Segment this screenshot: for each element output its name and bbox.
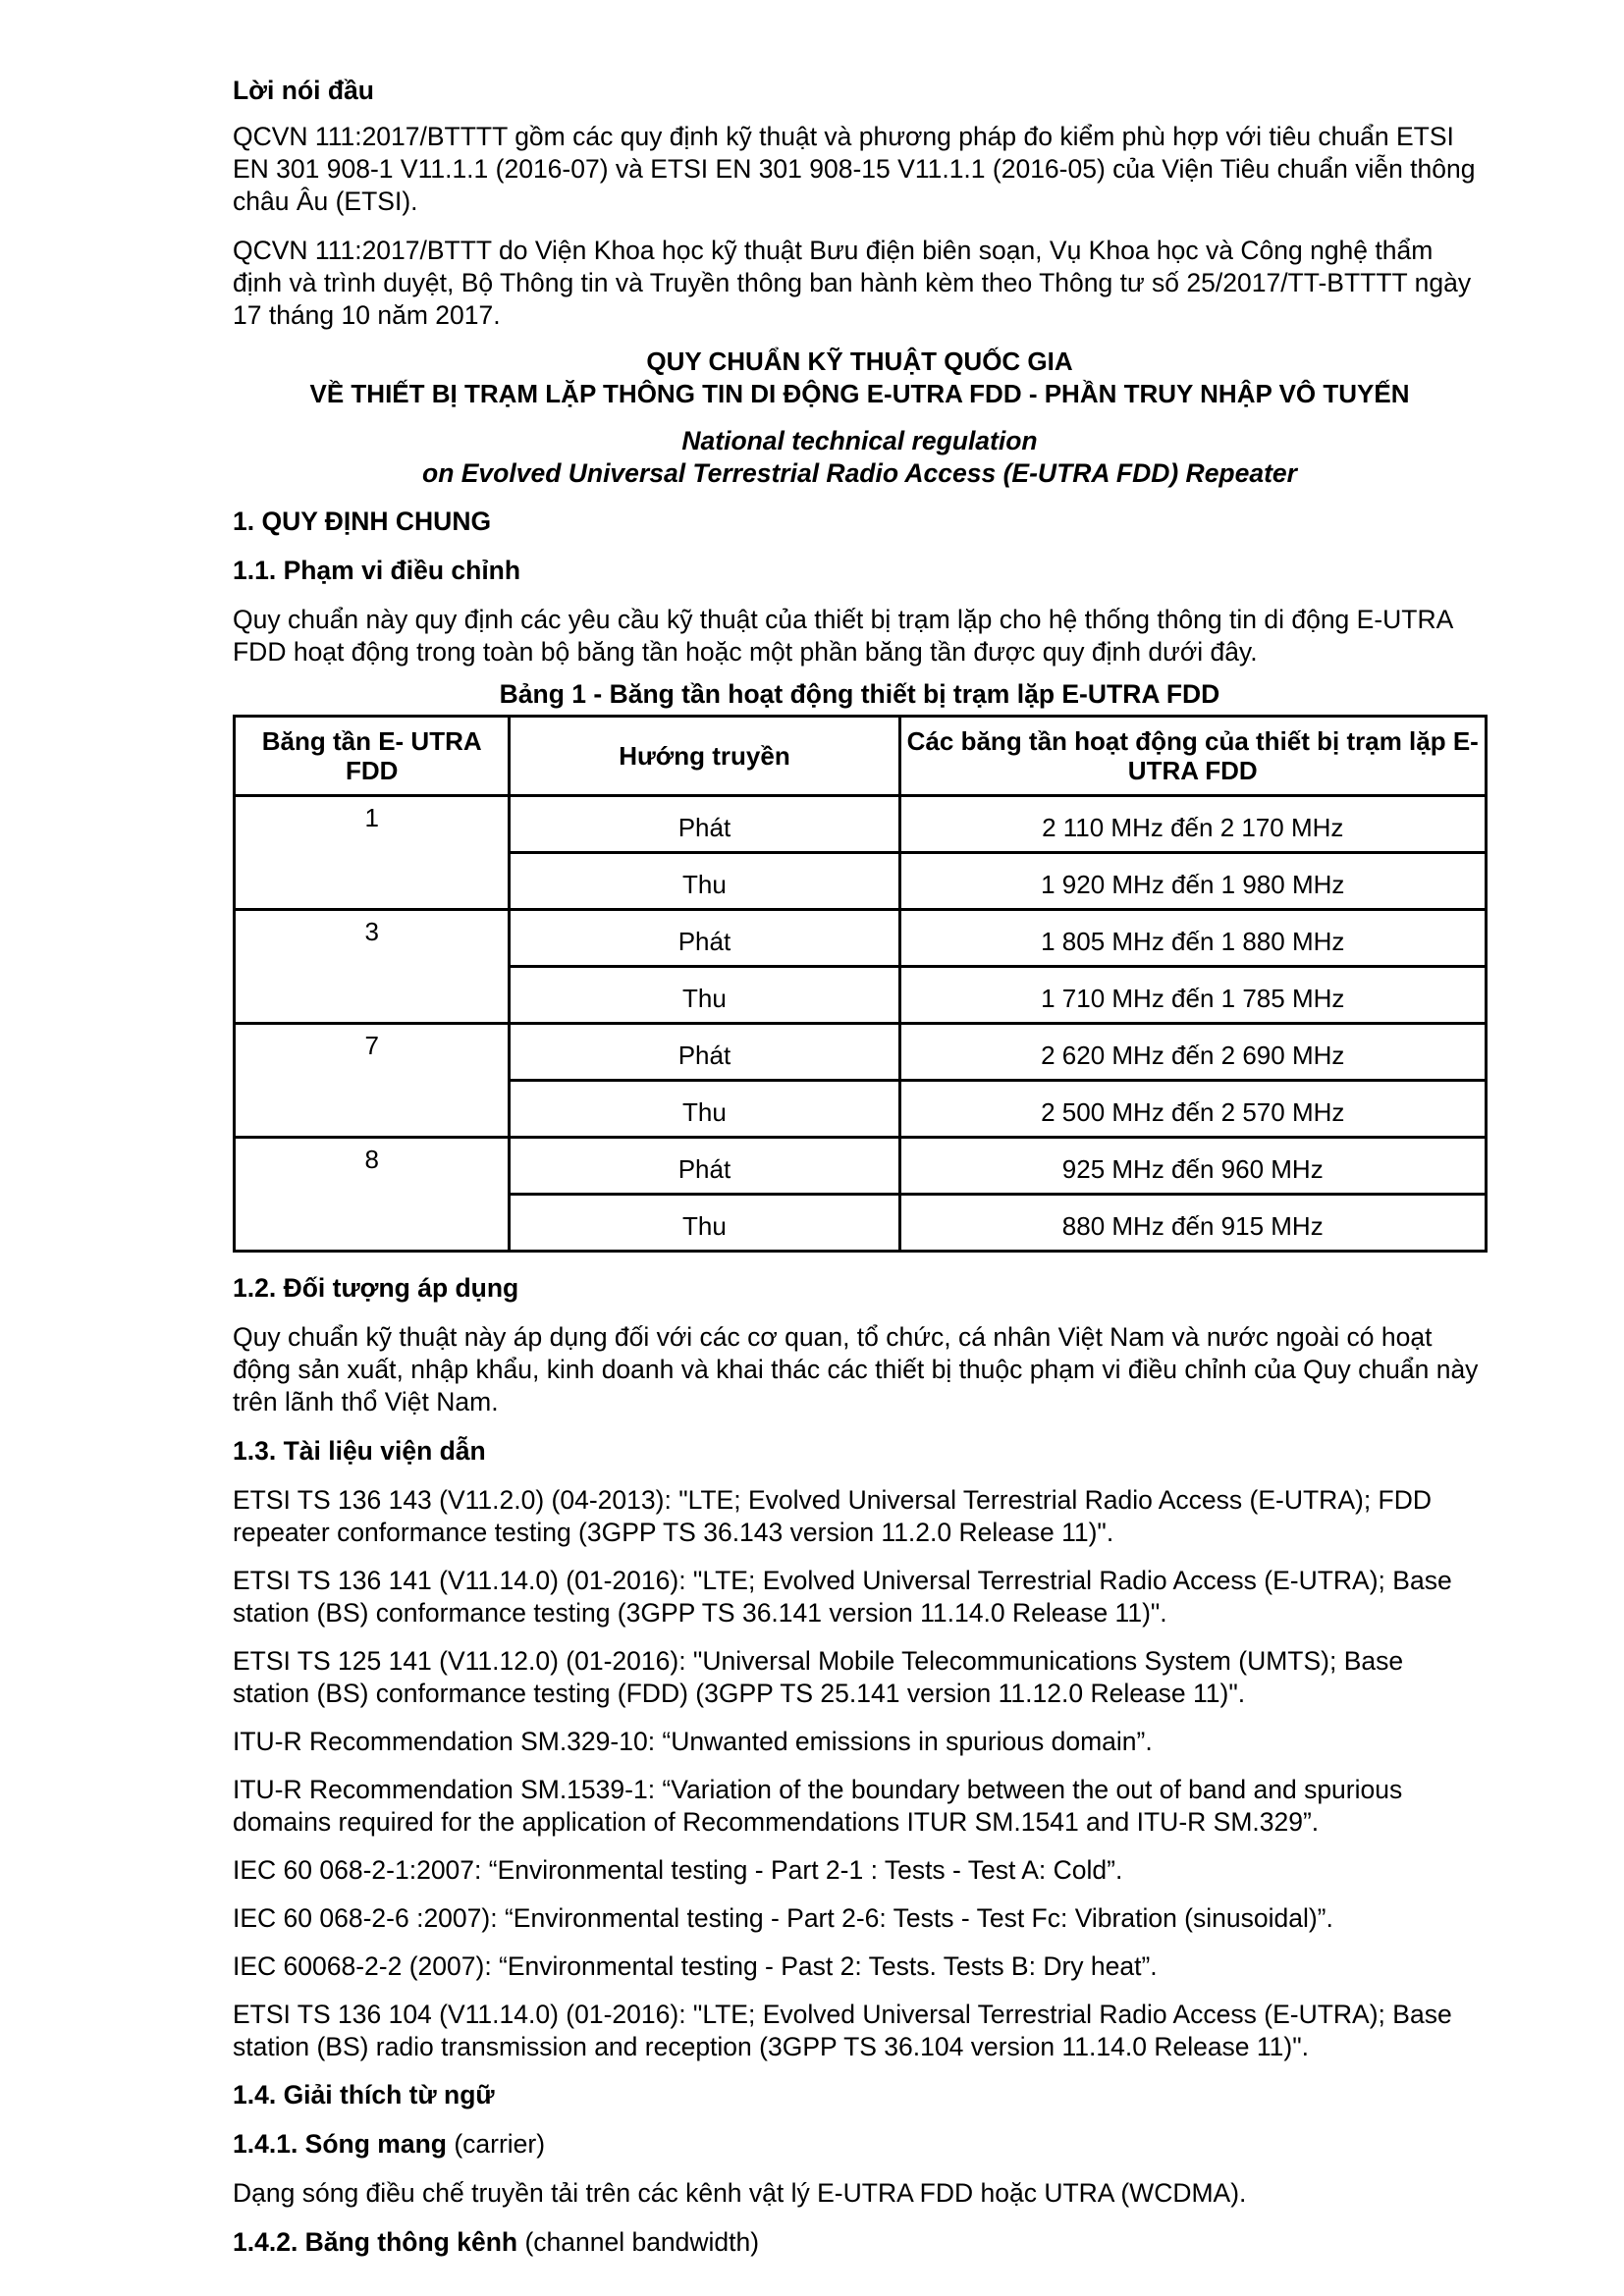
section-1-heading: 1. QUY ĐỊNH CHUNG	[233, 507, 492, 536]
header-direction: Hướng truyền	[510, 717, 899, 796]
table-header-row	[235, 717, 1487, 796]
frequency-cell: 1 805 MHz đến 1 880 MHz	[899, 910, 1486, 967]
frequency-cell: 1 710 MHz đến 1 785 MHz	[899, 967, 1486, 1024]
section-1-2-heading: 1.2. Đối tượng áp dụng	[233, 1273, 519, 1303]
section-1-4-heading: 1.4. Giải thích từ ngữ	[233, 2080, 495, 2109]
section-1-2-text: Quy chuẩn kỹ thuật này áp dụng đối với các cơ quan, tổ chức, cá nhân Việt Nam và nước ngoài có hoạt động sản xuất, nhập khẩu, kinh doanh và khai thác các thiết bị thuộc phạm vi điều chỉnh của Quy chuẩn này trên lãnh thổ Việt Nam.	[233, 1322, 1479, 1416]
foreword-heading: Lời nói đầu	[233, 76, 374, 105]
section-1-1-heading: 1.1. Phạm vi điều chỉnh	[233, 556, 521, 585]
band-number: 1	[235, 796, 510, 910]
section-1-4-1-term: 1.4.1. Sóng mang	[233, 2129, 447, 2159]
frequency-cell: 2 620 MHz đến 2 690 MHz	[899, 1024, 1486, 1081]
reference-item: ETSI TS 136 104 (V11.14.0) (01-2016): "LTE; Evolved Universal Terrestrial Radio Access (E-UTRA); Base station (BS) radio transmission and reception (3GPP TS 36.104 version 11.14.0 Release 11)".	[233, 2000, 1452, 2061]
reference-item: ETSI TS 125 141 (V11.12.0) (01-2016): "Universal Mobile Telecommunications System (UMTS); Base station (BS) conformance testing (FDD) (3GPP TS 25.141 version 11.12.0 Release 11)".	[233, 1646, 1404, 1708]
direction-cell: Thu	[510, 853, 899, 910]
section-1-4-1-text: Dạng sóng điều chế truyền tải trên các kênh vật lý E-UTRA FDD hoặc UTRA (WCDMA).	[233, 2178, 1247, 2208]
table-row	[235, 1138, 1487, 1195]
header-band: Băng tần E- UTRA FDD	[235, 717, 510, 796]
table-row	[235, 910, 1487, 967]
reference-item: ITU-R Recommendation SM.329-10: “Unwanted emissions in spurious domain”.	[233, 1727, 1153, 1756]
reference-item: IEC 60 068-2-1:2007: “Environmental testing - Part 2-1 : Tests - Test A: Cold”.	[233, 1855, 1123, 1885]
section-1-1-text: Quy chuẩn này quy định các yêu cầu kỹ thuật của thiết bị trạm lặp cho hệ thống thông tin di động E-UTRA FDD hoạt động trong toàn bộ băng tần hoặc một phần băng tần được quy định dưới đây.	[233, 605, 1452, 667]
frequency-cell: 2 110 MHz đến 2 170 MHz	[899, 796, 1486, 853]
reference-item: ITU-R Recommendation SM.1539-1: “Variation of the boundary between the out of band and spurious domains required for the application of Recommendations ITUR SM.1541 and ITU-R SM.329”.	[233, 1775, 1403, 1837]
table-row	[235, 796, 1487, 853]
table-caption: Bảng 1 - Băng tần hoạt động thiết bị trạm lặp E-UTRA FDD	[499, 679, 1220, 709]
direction-cell: Thu	[510, 1081, 899, 1138]
direction-cell: Phát	[510, 796, 899, 853]
frequency-cell: 2 500 MHz đến 2 570 MHz	[899, 1081, 1486, 1138]
reference-item: ETSI TS 136 141 (V11.14.0) (01-2016): "LTE; Evolved Universal Terrestrial Radio Access (E-UTRA); Base station (BS) conformance testing (3GPP TS 36.141 version 11.14.0 Release 11)".	[233, 1566, 1452, 1628]
band-number: 3	[235, 910, 510, 1024]
frequency-cell: 880 MHz đến 915 MHz	[899, 1195, 1486, 1252]
foreword-para-2: QCVN 111:2017/BTTT do Viện Khoa học kỹ thuật Bưu điện biên soạn, Vụ Khoa học và Công nghệ thẩm định và trình duyệt, Bộ Thông tin và Truyền thông ban hành kèm theo Thông tư số 25/2017/TT-BTTTT ngày 17 tháng 10 năm 2017.	[233, 236, 1472, 330]
section-1-4-1-term-en: (carrier)	[446, 2129, 546, 2159]
frequency-cell: 1 920 MHz đến 1 980 MHz	[899, 853, 1486, 910]
frequency-cell: 925 MHz đến 960 MHz	[899, 1138, 1486, 1195]
section-1-4-2-term-en: (channel bandwidth)	[517, 2227, 760, 2257]
regulation-title-en-2: on Evolved Universal Terrestrial Radio Access (E-UTRA FDD) Repeater	[422, 458, 1297, 488]
reference-item: ETSI TS 136 143 (V11.2.0) (04-2013): "LTE; Evolved Universal Terrestrial Radio Access (E-UTRA); FDD repeater conformance testing (3GPP TS 36.143 version 11.2.0 Release 11)".	[233, 1485, 1433, 1547]
band-number: 7	[235, 1024, 510, 1138]
table-row	[235, 1024, 1487, 1081]
foreword-para-1: QCVN 111:2017/BTTTT gồm các quy định kỹ thuật và phương pháp đo kiểm phù hợp với tiêu chuẩn ETSI EN 301 908-1 V11.1.1 (2016-07) và ETSI EN 301 908-15 V11.1.1 (2016-05) của Viện Tiêu chuẩn viễn thông châu Âu (ETSI).	[233, 122, 1476, 216]
direction-cell: Phát	[510, 910, 899, 967]
frequency-band-table	[233, 715, 1488, 1253]
reference-item: IEC 60068-2-2 (2007): “Environmental testing - Past 2: Tests. Tests B: Dry heat”.	[233, 1951, 1158, 1981]
regulation-title-line-1: QUY CHUẨN KỸ THUẬT QUỐC GIA	[646, 347, 1073, 376]
direction-cell: Thu	[510, 1195, 899, 1252]
direction-cell: Thu	[510, 967, 899, 1024]
direction-cell: Phát	[510, 1138, 899, 1195]
section-1-4-2-heading	[233, 2226, 1487, 2259]
header-frequency-range: Các băng tần hoạt động của thiết bị trạm lặp E-UTRA FDD	[899, 717, 1486, 796]
regulation-title-line-2: VỀ THIẾT BỊ TRẠM LẶP THÔNG TIN DI ĐỘNG E-UTRA FDD - PHẦN TRUY NHẬP VÔ TUYẾN	[309, 379, 1410, 408]
section-1-4-2-term: 1.4.2. Băng thông kênh	[233, 2227, 518, 2257]
document-page	[233, 75, 1487, 2275]
band-number: 8	[235, 1138, 510, 1252]
direction-cell: Phát	[510, 1024, 899, 1081]
section-1-3-heading: 1.3. Tài liệu viện dẫn	[233, 1436, 486, 1466]
section-1-4-1-heading	[233, 2128, 1487, 2161]
reference-item: IEC 60 068-2-6 :2007): “Environmental testing - Part 2-6: Tests - Test Fc: Vibration (sinusoidal)”.	[233, 1903, 1333, 1933]
regulation-title-en-1: National technical regulation	[681, 426, 1038, 455]
